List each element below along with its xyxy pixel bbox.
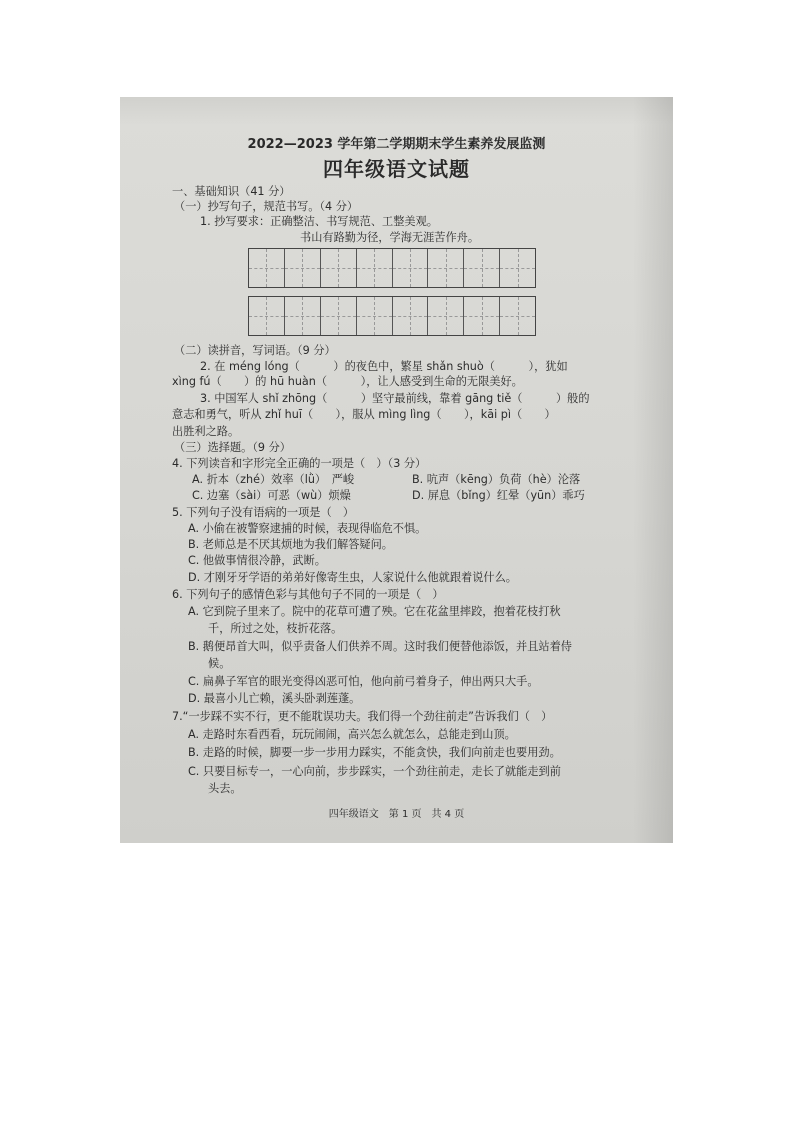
writing-grid-2[interactable] bbox=[248, 296, 536, 336]
writing-grid-1[interactable] bbox=[248, 248, 536, 288]
pinyin-line: 2. 在 méng lóng（ ）的夜色中，繁星 shǎn shuò（ ），犹如 bbox=[200, 360, 568, 373]
question-7-line: C. 只要目标专一，一心向前，步步踩实，一个劲往前走，走长了就能走到前 bbox=[188, 765, 561, 778]
exam-photo bbox=[120, 97, 673, 843]
question-7-stem: 7.“一步踩不实不行，更不能耽误功夫。我们得一个劲往前走”告诉我们（ ） bbox=[172, 710, 553, 723]
question-5-option: C. 他做事情很冷静，武断。 bbox=[188, 554, 326, 567]
question-6-line: A. 它到院子里来了。院中的花草可遭了殃。它在花盆里摔跤，抱着花枝打秋 bbox=[188, 605, 561, 618]
question-7-line: B. 走路的时候，脚要一步一步用力踩实，不能贪快，我们向前走也要用劲。 bbox=[188, 746, 561, 759]
page-footer: 四年级语文 第 1 页 共 4 页 bbox=[328, 809, 465, 820]
part3-heading: （三）选择题。（9 分） bbox=[174, 441, 291, 454]
part2-heading: （二）读拼音，写词语。（9 分） bbox=[174, 344, 336, 357]
question-4-option-b: B. 吭声（kēng）负荷（hè）沦落 bbox=[412, 473, 581, 486]
pinyin-line: xìng fú（ ）的 hū huàn（ ），让人感受到生命的无限美好。 bbox=[172, 375, 523, 388]
question-7-line: A. 走路时东看西看，玩玩闹闹，高兴怎么就怎么，总能走到山顶。 bbox=[188, 728, 516, 741]
pinyin-line: 意志和勇气，听从 zhǐ huī（ ），服从 mìng lìng（ ），kāi pì（ ） bbox=[172, 408, 556, 421]
question-1: 1. 抄写要求：正确整洁、书写规范、工整美观。 bbox=[200, 215, 438, 228]
copy-sentence: 书山有路勤为径，学海无涯苦作舟。 bbox=[300, 231, 480, 244]
question-5-option: A. 小偷在被警察逮捕的时候，表现得临危不惧。 bbox=[188, 522, 427, 535]
photo-shadow-right bbox=[633, 97, 673, 843]
photo-shadow-top bbox=[120, 97, 673, 125]
part1-heading: （一）抄写句子，规范书写。（4 分） bbox=[174, 200, 359, 213]
question-4-option-d: D. 屏息（bǐng）红晕（yūn）乖巧 bbox=[412, 489, 585, 502]
question-4-option-a: A. 折本（zhé）效率（lǜ） 严峻 bbox=[192, 473, 355, 486]
question-5-option: D. 才刚牙牙学语的弟弟好像寄生虫，人家说什么他就跟着说什么。 bbox=[188, 571, 517, 584]
pinyin-line: 3. 中国军人 shǐ zhōng（ ）坚守最前线，靠着 gāng tiě（ ）般的 bbox=[200, 392, 590, 405]
section1-heading: 一、基础知识（41 分） bbox=[172, 185, 291, 198]
exam-title: 四年级语文试题 bbox=[323, 157, 470, 181]
question-6-line: D. 最喜小儿亡赖，溪头卧剥莲蓬。 bbox=[188, 692, 361, 705]
question-6-line: C. 扁鼻子军官的眼光变得凶恶可怕，他向前弓着身子，伸出两只大手。 bbox=[188, 675, 539, 688]
question-6-line: 千，所过之处，枝折花落。 bbox=[208, 622, 343, 635]
exam-subtitle: 2022—2023 学年第二学期期末学生素养发展监测 bbox=[247, 137, 546, 152]
question-6-line: B. 鹅便昂首大叫，似乎责备人们供养不周。这时我们便替他添饭，并且站着侍 bbox=[188, 640, 572, 653]
question-7-line: 头去。 bbox=[208, 782, 242, 795]
question-6-line: 候。 bbox=[208, 657, 231, 670]
pinyin-line: 出胜利之路。 bbox=[172, 425, 240, 438]
question-4-option-c: C. 边塞（sài）可恶（wù）烦燥 bbox=[192, 489, 351, 502]
question-4-stem: 4. 下列读音和字形完全正确的一项是（ ）（3 分） bbox=[172, 457, 427, 470]
question-5-option: B. 老师总是不厌其烦地为我们解答疑问。 bbox=[188, 538, 393, 551]
question-5-stem: 5. 下列句子没有语病的一项是（ ） bbox=[172, 506, 355, 519]
question-6-stem: 6. 下列句子的感情色彩与其他句子不同的一项是（ ） bbox=[172, 588, 444, 601]
